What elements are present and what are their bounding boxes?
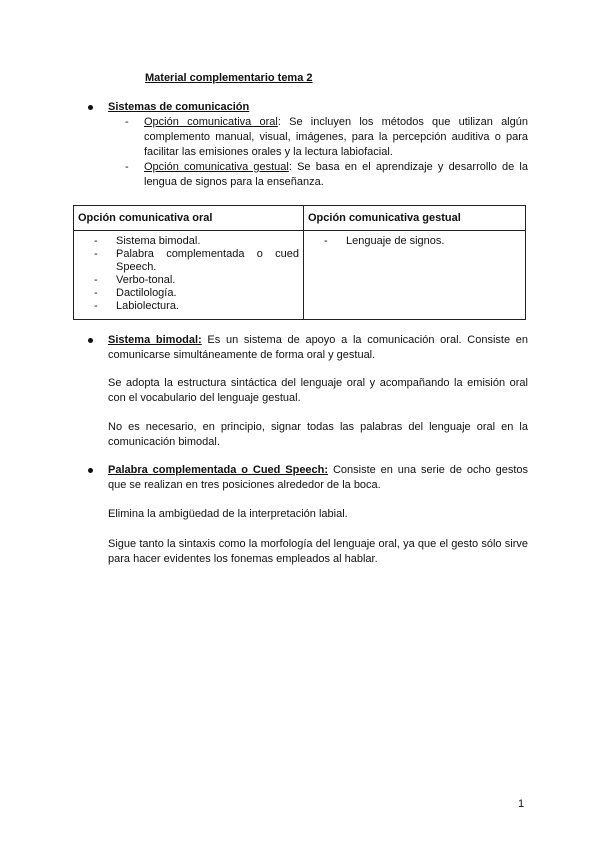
page-number: 1: [518, 798, 525, 810]
text-oral: : Se incluyen los métodos que utilizan algún complemento manual, visual, imágenes, para la percepción auditiva o para facilitar las emisiones orales y la lectura labiofacial.: [144, 116, 528, 158]
section2-paragraph: [108, 333, 528, 363]
bullet-icon: [88, 105, 93, 110]
term-gestual: Opción comunicativa gestual: [144, 161, 289, 173]
term-oral: Opción comunicativa oral: [144, 116, 278, 128]
text-gestual: : Se basa en el aprendizaje y desarrollo de la lengua de signos para la enseñanza.: [144, 161, 528, 188]
section-heading: Sistema bimodal:: [108, 334, 202, 346]
oral-list: [78, 235, 299, 313]
list-item-text: Dactilología.: [116, 287, 177, 299]
list-item-text: Lenguaje de signos.: [346, 235, 445, 247]
dash-marker: -: [94, 287, 98, 299]
sub-item-gestual: [125, 160, 528, 190]
dash-marker: -: [94, 274, 98, 286]
table-header-oral: Opción comunicativa oral: [74, 206, 304, 231]
document-title: Material complementario tema 2: [145, 72, 313, 84]
table-cell-oral: [74, 231, 304, 320]
bullet-icon: [88, 338, 93, 343]
list-item-text: Palabra complementada o cued Speech.: [116, 248, 299, 273]
section3-paragraph: [108, 463, 528, 493]
dash-marker: -: [94, 235, 98, 247]
section2-paragraph-2: Se adopta la estructura sintáctica del lenguaje oral y acompañando la emisión oral con el vocabulario del lenguaje gestual.: [108, 377, 528, 404]
bullet-icon: [88, 468, 93, 473]
list-item-text: Sistema bimodal.: [116, 235, 201, 247]
section-sistemas-comunicacion: [88, 100, 528, 115]
list-item: [94, 235, 299, 248]
section2-text: Es un sistema de apoyo a la comunicación oral. Consiste en comunicarse simultáneamente de forma oral y gestual.: [108, 334, 528, 361]
list-item: [94, 287, 299, 300]
table-cell-gestual: [304, 231, 526, 320]
list-item: [324, 235, 521, 248]
dash-marker: -: [125, 161, 129, 173]
dash-marker: -: [94, 300, 98, 312]
table-row: [74, 231, 526, 320]
section-heading: Sistemas de comunicación: [108, 101, 250, 113]
table-header-row: [74, 206, 526, 231]
section2-paragraph-3: No es necesario, en principio, signar todas las palabras del lenguaje oral en la comunicación bimodal.: [108, 421, 528, 448]
sub-item-oral: [125, 115, 528, 160]
list-item: [94, 300, 299, 313]
gestual-list: [308, 235, 521, 248]
list-item-text: Labiolectura.: [116, 300, 179, 312]
section1-sublist: [125, 115, 528, 190]
section3-paragraph-3: Sigue tanto la sintaxis como la morfología del lenguaje oral, ya que el gesto sólo sirve para hacer evidentes los fonemas empleados al hablar.: [108, 538, 528, 565]
dash-marker: -: [94, 248, 98, 260]
list-item-text: Verbo-tonal.: [116, 274, 176, 286]
section3-text: Consiste en una serie de ocho gestos que se realizan en tres posiciones alrededor de la boca.: [108, 464, 528, 491]
dash-marker: -: [324, 235, 328, 247]
options-table: [73, 205, 526, 320]
list-item: [94, 248, 299, 274]
section-heading: Palabra complementada o Cued Speech:: [108, 464, 329, 476]
table-header-gestual: Opción comunicativa gestual: [304, 206, 526, 231]
section-sistema-bimodal: [88, 333, 528, 363]
dash-marker: -: [125, 116, 129, 128]
section3-paragraph-2: Elimina la ambigüedad de la interpretación labial.: [108, 508, 348, 520]
section-palabra-complementada: [88, 463, 528, 493]
list-item: [94, 274, 299, 287]
